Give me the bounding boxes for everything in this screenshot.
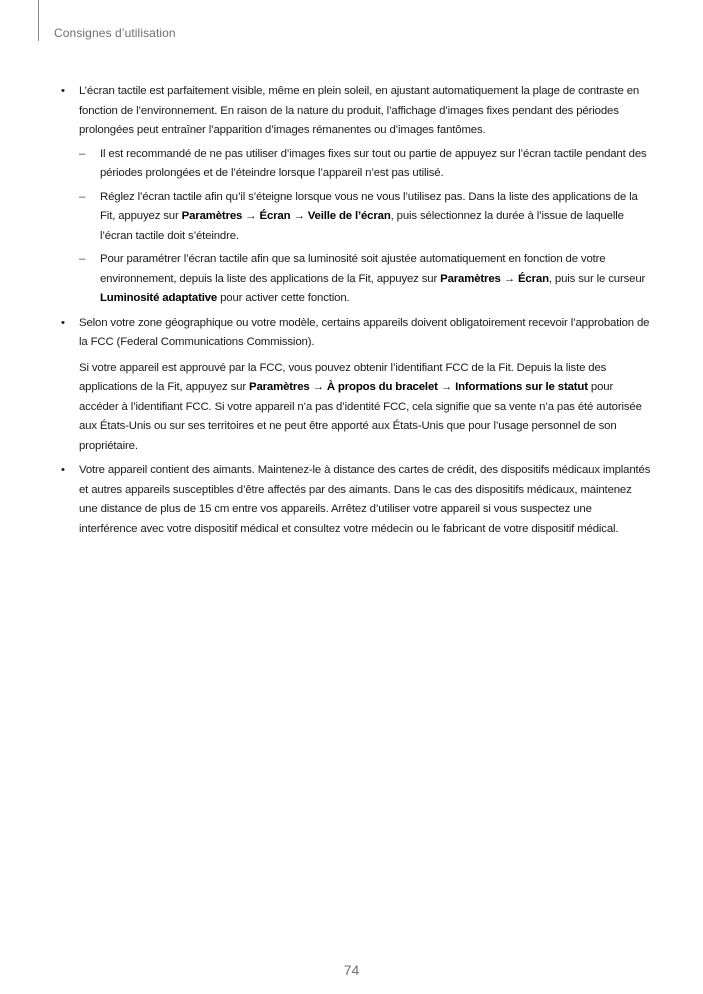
bullet-item-fcc — [61, 314, 653, 457]
bullet-extra-text — [79, 359, 653, 457]
extra-text: Si votre appareil est approuvé par la FCC, vous pouvez obtenir l’identifiant FCC de la Fit. Depuis la liste des applications de la Fit, appuyez sur — [79, 361, 607, 393]
sub-item-static-images — [79, 145, 653, 184]
bullet-icon: • — [61, 316, 65, 329]
arrow-icon: → — [312, 381, 324, 393]
bullet-icon: • — [61, 464, 65, 476]
menu-path-parametres: Paramètres — [181, 210, 243, 222]
arrow-icon: → — [440, 381, 453, 393]
arrow-icon: → — [245, 210, 257, 222]
bullet-icon: • — [61, 85, 65, 97]
menu-path-parametres: Paramètres — [440, 272, 501, 285]
menu-path-a-propos: À propos du bracelet — [326, 381, 438, 393]
page-number: 74 — [343, 962, 360, 978]
page-header-title: Consignes d’utilisation — [54, 26, 176, 40]
sub-text: Pour paramétrer l’écran tactile afin que sa luminosité soit ajustée automatiquement en fonction de votre environnement, depuis la liste des applications de la Fit, appuyez sur — [100, 253, 606, 285]
dash-icon: – — [79, 147, 86, 160]
extra-text: pour accéder à l’identifiant FCC. Si votre appareil n’a pas d’identité FCC, cela signifie que sa vente n’a pas été autorisée aux États-Unis ou sur ses territoires et ne peut être apporté aux États-Unis que pour l’usage personnel de son propriétaire. — [79, 381, 642, 452]
bullet-text: L’écran tactile est parfaitement visible, même en plein soleil, en ajustant automatiquement la plage de contraste en fonction de l’environnement. En raison de la nature du produit, l’affichage d’images fixes pendant des périodes prolongées peut entraîner l’apparition d’images rémanentes ou d’images fantômes. — [79, 85, 640, 136]
menu-path-ecran: Écran — [259, 210, 291, 222]
sub-text: , puis sur le curseur — [548, 272, 646, 285]
header-divider — [38, 0, 39, 41]
sub-text: pour activer cette fonction. — [217, 292, 350, 304]
bullet-text: Votre appareil contient des aimants. Maintenez-le à distance des cartes de crédit, des dispositifs médicaux implantés et autres appareils susceptibles d’être affectés par des aimants. Dans le cas des dispositifs médicaux, maintenez une distance de plus de 15 cm entre vos appareils. Arrêtez d’utiliser votre appareil si vous suspectez une interférence avec votre dispositif médical et consultez votre médecin ou le fabricant de votre dispositif médical. — [79, 464, 651, 535]
menu-path-luminosite-adaptative: Luminosité adaptative — [100, 292, 218, 304]
sub-item-screen-timeout — [79, 188, 653, 247]
dash-icon: – — [79, 190, 86, 203]
menu-path-veille-ecran: Veille de l’écran — [307, 210, 391, 222]
document-body — [61, 82, 653, 539]
menu-path-parametres: Paramètres — [249, 381, 310, 393]
dash-icon: – — [79, 253, 86, 265]
bullet-item-magnets — [61, 461, 653, 539]
bullet-item-screen — [61, 82, 653, 309]
sub-list — [79, 145, 653, 309]
menu-path-informations-statut: Informations sur le statut — [455, 381, 588, 393]
bullet-text: Selon votre zone géographique ou votre modèle, certains appareils doivent obligatoirement recevoir l’approbation de la FCC (Federal Communications Commission). — [79, 316, 650, 348]
arrow-icon: → — [503, 272, 515, 285]
menu-path-ecran: Écran — [517, 272, 549, 285]
sub-text: Il est recommandé de ne pas utiliser d’images fixes sur tout ou partie de appuyez sur l’écran tactile pendant des périodes prolongées et de l’éteindre lorsque l’appareil n’est pas utilisé. — [100, 147, 647, 179]
sub-text: Réglez l’écran tactile afin qu’il s’éteigne lorsque vous ne vous l’utilisez pas. Dans la liste des applications de la Fit, appuyez sur — [100, 190, 638, 222]
sub-text: , puis sélectionnez la durée à l’issue de laquelle l’écran tactile doit s’éteindre. — [100, 210, 624, 242]
arrow-icon: → — [293, 210, 305, 222]
sub-item-adaptive-brightness — [79, 250, 653, 309]
